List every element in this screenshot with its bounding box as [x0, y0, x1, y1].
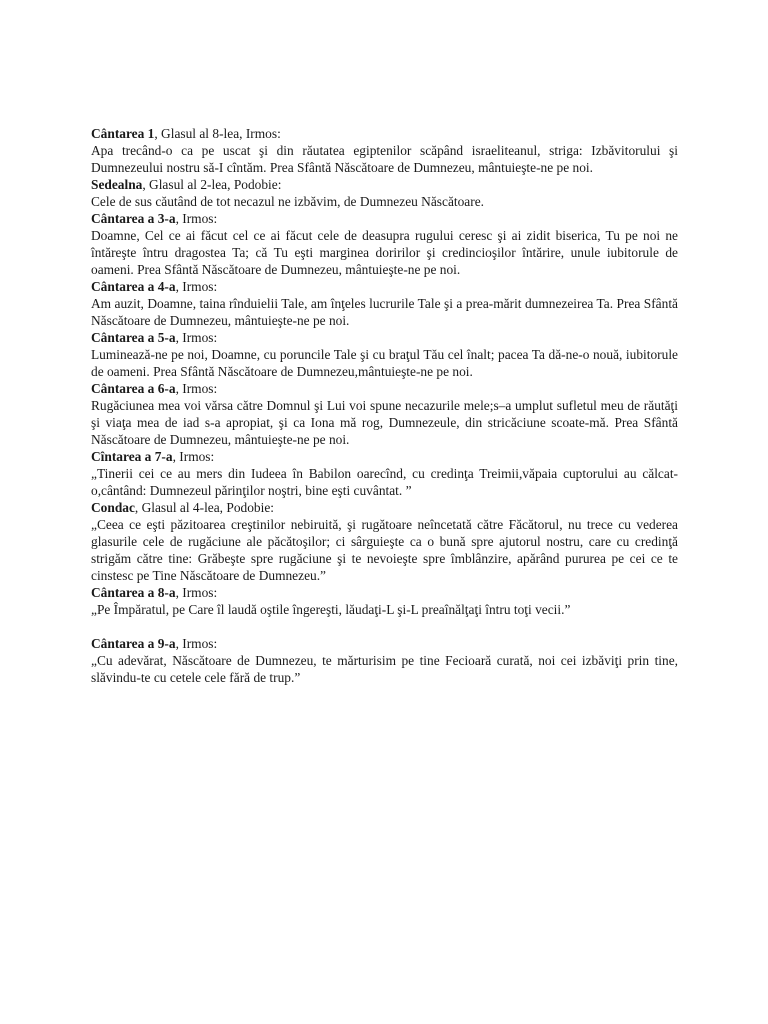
section-meta: , Glasul al 4-lea, Podobie: — [134, 500, 274, 515]
section-title: Cântarea a 3-a — [91, 211, 176, 226]
section-heading-cantarea-8 — [91, 584, 678, 601]
section-heading-cantarea-5 — [91, 329, 678, 346]
section-heading-cantarea-4 — [91, 278, 678, 295]
section-meta: , Irmos: — [175, 585, 218, 600]
section-heading-cantarea-1 — [91, 125, 678, 142]
section-heading-condac — [91, 499, 678, 516]
section-text: Cele de sus căutând de tot necazul ne izbăvim, de Dumnezeu Născătoare. — [91, 194, 484, 209]
section-meta: , Glasul al 8-lea, Irmos: — [154, 126, 281, 141]
section-title: Cîntarea a 7-a — [91, 449, 173, 464]
section-heading-cantarea-7 — [91, 448, 678, 465]
section-title: Cântarea a 6-a — [91, 381, 176, 396]
section-heading-cantarea-3 — [91, 210, 678, 227]
section-heading-cantarea-6 — [91, 380, 678, 397]
section-meta: , Irmos: — [175, 330, 218, 345]
section-meta: , Irmos: — [175, 279, 218, 294]
section-title: Cântarea a 9-a — [91, 636, 176, 651]
section-meta: , Irmos: — [175, 211, 218, 226]
section-heading-cantarea-9 — [91, 635, 678, 652]
section-title: Sedealna — [91, 177, 143, 192]
section-text: Am auzit, Doamne, taina rînduielii Tale, am înţeles lucrurile Tale şi a prea-mărit dumnezeirea Ta. Prea Sfântă Născătoare de Dumnezeu, mântuieşte-ne pe noi. — [91, 296, 678, 328]
section-meta: , Irmos: — [172, 449, 215, 464]
section-text: Luminează-ne pe noi, Doamne, cu poruncile Tale şi cu braţul Tău cel înalt; pacea Ta dă-ne-o nouă, iubitorule de oameni. Prea Sfântă Născătoare de Dumnezeu,mântuieşte-ne pe noi. — [91, 347, 678, 379]
document-body — [91, 125, 678, 686]
section-meta: , Glasul al 2-lea, Podobie: — [142, 177, 282, 192]
section-title: Cântarea 1 — [91, 126, 155, 141]
section-text: „Tinerii cei ce au mers din Iudeea în Babilon oarecînd, cu credinţa Treimii,văpaia cuptorului au călcat-o,cântând: Dumnezeul părinţilor noştri, bine eşti cuvântat. ” — [91, 466, 678, 498]
section-text: Rugăciunea mea voi vărsa către Domnul şi Lui voi spune necazurile mele;s–a umplut sufletul meu de răutăţi şi viaţa mea de iad s-a apropiat, şi ca Iona mă rog, Dumnezeule, din stricăciune scoate-mă. Prea Sfântă Născătoare de Dumnezeu, mântuieşte-ne pe noi. — [91, 398, 678, 447]
section-meta: , Irmos: — [175, 381, 218, 396]
section-title: Condac — [91, 500, 135, 515]
blank-line — [91, 618, 678, 635]
section-title: Cântarea a 4-a — [91, 279, 176, 294]
section-title: Cântarea a 5-a — [91, 330, 176, 345]
section-heading-sedealna — [91, 176, 678, 193]
section-title: Cântarea a 8-a — [91, 585, 176, 600]
section-text: „Pe Împăratul, pe Care îl laudă oştile îngereşti, lăudaţi-L şi-L preaînălţaţi întru toţi vecii.” — [91, 602, 571, 617]
section-text: „Cu adevărat, Născătoare de Dumnezeu, te mărturisim pe tine Fecioară curată, noi cei izbăviţi prin tine, slăvindu-te cu cetele cele fără de trup.” — [91, 653, 678, 685]
section-text: „Ceea ce eşti păzitoarea creştinilor nebiruită, şi rugătoare neîncetată către Făcătorul, nu trece cu vederea glasurile cele de rugăciune ale păcătoşilor; ci sârguieşte ca o bună spre ajutorul nostru, care cu credinţă strigăm către tine: Grăbeşte spre rugăciune şi te nevoieşte spre îmblânzire, apărând pururea pe cei ce te cinstesc pe Tine Născătoare de Dumnezeu.” — [91, 517, 678, 583]
section-meta: , Irmos: — [175, 636, 218, 651]
section-text: Apa trecând-o ca pe uscat şi din răutatea egiptenilor scăpând israeliteanul, striga: Izbăvitorului şi Dumnezeului nostru să-I cîntăm. Prea Sfântă Născătoare de Dumnezeu, mântuieşte-ne pe noi. — [91, 143, 678, 175]
section-text: Doamne, Cel ce ai făcut cel ce ai făcut cele de deasupra rugului ceresc şi ai zidit biserica, Tu pe noi ne întăreşte întru dragostea Ta; că Tu eşti marginea doririlor şi credincioşilor întărire, unule iubitorule de oameni. Prea Sfântă Născătoare de Dumnezeu, mântuieşte-ne pe noi. — [91, 228, 678, 277]
